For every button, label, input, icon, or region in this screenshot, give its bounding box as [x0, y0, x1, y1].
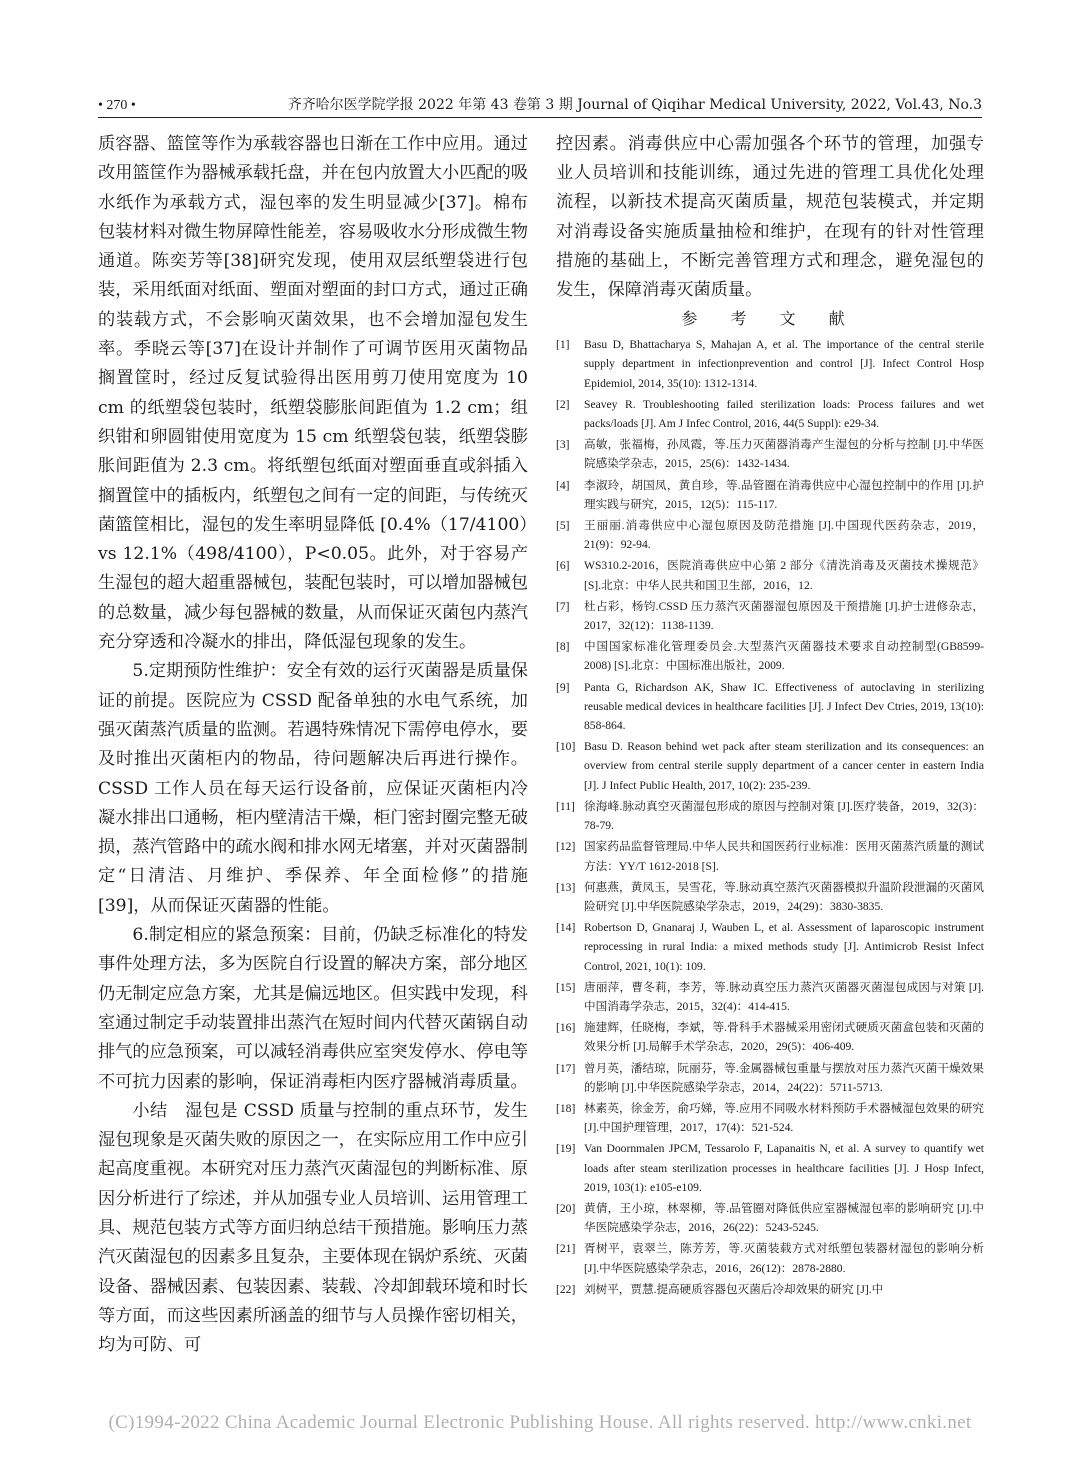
reference-item	[556, 797, 984, 835]
reference-item	[556, 516, 984, 554]
reference-text: 何惠燕，黄凤玉，吴雪花，等.脉动真空蒸汽灭菌器模拟升温阶段泄漏的灭菌风险研究 [J].中华医院感染学杂志，2019，24(29)：3830-3835.	[584, 880, 984, 913]
reference-item	[556, 1239, 984, 1277]
reference-item	[556, 978, 984, 1016]
body-paragraph: 质容器、篮筐等作为承载容器也日渐在工作中应用。通过改用篮筐作为器械承载托盘，并在包内放置大小匹配的吸水纸作为承载方式，湿包率的发生明显减少[37]。棉布包装材料对微生物屏障性能差，容易吸收水分形成微生物通道。陈奕芳等[38]研究发现，使用双层纸塑袋进行包装，采用纸面对纸面、塑面对塑面的封口方式，通过正确的装载方式，不会影响灭菌效果，也不会增加湿包发生率。季晓云等[37]在设计并制作了可调节医用灭菌物品搁置筐时，经过反复试验得出医用剪刀使用宽度为 10 cm 的纸塑袋包装时，纸塑袋膨胀间距值为 1.2 cm；组织钳和卵圆钳使用宽度为 15 cm 纸塑袋包装，纸塑袋膨胀间距值为 2.3 cm。将纸塑包纸面对塑面垂直或斜插入搁置筐中的插板内，纸塑包之间有一定的间距，与传统灭菌篮筐相比，湿包的发生率明显降低 [0.4%（17/4100）vs 12.1%（498/4100），P<0.05。此外，对于容易产生湿包的超大超重器械包，装配包装时，可以增加器械包的总数量，减少每包器械的数量，从而保证灭菌包内蒸汽充分穿透和冷凝水的排出，降低湿包现象的发生。	[98, 134, 528, 653]
reference-item	[556, 918, 984, 976]
reference-number: [1]	[556, 338, 570, 352]
reference-text: 曾月英，潘结琼，阮丽芬，等.金属器械包重量与摆放对压力蒸汽灭菌干燥效果的影响 [J].中华医院感染学杂志，2014，24(22)：5711-5713.	[584, 1061, 984, 1094]
reference-item	[556, 1099, 984, 1137]
page-number: • 270 •	[98, 98, 136, 113]
reference-number: [5]	[556, 519, 570, 533]
body-paragraph: 5.定期预防性维护：安全有效的运行灭菌器是质量保证的前提。医院应为 CSSD 配备单独的水电气系统，加强灭菌蒸汽质量的监测。若遇特殊情况下需停电停水，要及时推出灭菌柜内的物品，待问题解决后再进行操作。CSSD 工作人员在每天运行设备前，应保证灭菌柜内冷凝水排出口通畅，柜内壁清洁干燥，柜门密封圈完整无破损，蒸汽管路中的疏水阀和排水网无堵塞，并对灭菌器制定“日清洁、月维护、季保养、年全面检修”的措施[39]，从而保证灭菌器的性能。	[98, 661, 528, 916]
reference-text: Robertson D, Gnanaraj J, Wauben L, et al. Assessment of laparoscopic instrument reprocessing in rural India: a mixed methods study [J]. Antimicrob Resist Infect Control, 2021, 10(1): 109.	[584, 921, 984, 973]
reference-text: 林素英，徐金芳，俞巧娣，等.应用不同吸水材料预防手术器械湿包效果的研究 [J].中国护理管理，2017，17(4)：521-524.	[584, 1101, 984, 1135]
reference-text: Basu D. Reason behind wet pack after steam sterilization and its consequences: an overview from central sterile supply department of a cancer center in eastern India [J]. J Infect Public Health, 2017, 10(2): 235-239.	[584, 740, 984, 792]
reference-text: 黄倩，王小琼，林翠柳，等.品管圈对降低供应室器械湿包率的影响研究 [J].中华医院感染学杂志，2016，26(22)：5243-5245.	[584, 1201, 984, 1235]
reference-text: 高敏，张福梅，孙凤霞，等.压力灭菌器消毒产生湿包的分析与控制 [J].中华医院感染学杂志，2015，25(6)：1432-1434.	[584, 438, 984, 471]
reference-number: [22]	[556, 1282, 576, 1296]
summary-paragraph: 小结 湿包是 CSSD 质量与控制的重点环节，发生湿包现象是灭菌失败的原因之一，在实际应用工作中应引起高度重视。本研究对压力蒸汽灭菌湿包的判断标准、原因分析进行了综述，并从加强专业人员培训、运用管理工具、规范包装方式等方面归纳总结干预措施。影响压力蒸汽灭菌湿包的因素多且复杂，主要体现在锅炉系统、灭菌设备、器械因素、包装因素、装载、冷却卸载环境和时长等方面，而这些因素所涵盖的细节与人员操作密切相关，均为可防、可	[98, 1100, 528, 1356]
reference-number: [8]	[556, 640, 570, 654]
reference-item	[556, 878, 984, 916]
reference-number: [17]	[556, 1061, 576, 1075]
body-paragraph: 6.制定相应的紧急预案：目前，仍缺乏标准化的特发事件处理方法，多为医院自行设置的解决方案，部分地区仍无制定应急方案，尤其是偏远地区。但实践中发现，科室通过制定手动装置排出蒸汽在短时间内代替灭菌锅自动排气的应急预案，可以减轻消毒供应室突发停水、停电等不可抗力因素的影响，保证消毒柜内医疗器械消毒质量。	[98, 925, 528, 1092]
reference-number: [6]	[556, 559, 570, 573]
reference-item	[556, 395, 984, 433]
reference-number: [3]	[556, 438, 570, 452]
reference-item	[556, 476, 984, 514]
reference-item	[556, 335, 984, 393]
reference-item	[556, 1199, 984, 1237]
reference-text: 徐海峰.脉动真空灭菌湿包形成的原因与控制对策 [J].医疗装备，2019，32(3)：78-79.	[584, 799, 984, 833]
page-header	[98, 88, 982, 118]
reference-item	[556, 1059, 984, 1097]
reference-text: 唐丽萍，曹冬莉，李芳，等.脉动真空压力蒸汽灭菌器灭菌湿包成因与对策 [J].中国消毒学杂志，2015，32(4)：414-415.	[584, 980, 984, 1013]
reference-text: 李淑玲，胡国凤，黄自珍，等.品管圈在消毒供应中心湿包控制中的作用 [J].护理实践与研究，2015，12(5)：115-117.	[584, 478, 984, 511]
reference-text: Van Doornmalen JPCM, Tessarolo F, Lapanaitis N, et al. A survey to quantify wet loads after steam sterilization processes in healthcare facilities [J]. J Hosp Infect, 2019, 103(1): e105-e109.	[584, 1142, 984, 1194]
right-column	[556, 130, 984, 1374]
reference-number: [16]	[556, 1021, 576, 1035]
reference-number: [11]	[556, 799, 575, 813]
reference-number: [14]	[556, 921, 576, 935]
reference-text: 王丽丽.消毒供应中心湿包原因及防范措施 [J].中国现代医药杂志，2019，21(9)：92-94.	[584, 519, 984, 552]
reference-item	[556, 1018, 984, 1056]
reference-number: [12]	[556, 840, 576, 854]
reference-number: [19]	[556, 1142, 576, 1156]
reference-number: [18]	[556, 1101, 576, 1115]
reference-item	[556, 435, 984, 473]
left-column	[98, 130, 528, 1374]
reference-item	[556, 678, 984, 736]
journal-running-title: 齐齐哈尔医学院学报 2022 年第 43 卷第 3 期 Journal of Qiqihar Medical University, 2022, Vol.43, No.3	[287, 97, 982, 113]
reference-item	[556, 1139, 984, 1197]
reference-text: Panta G, Richardson AK, Shaw IC. Effectiveness of autoclaving in sterilizing reusable medical devices in healthcare facilities [J]. J Infect Dev Ctries, 2019, 13(10): 858-864.	[584, 680, 984, 733]
reference-number: [10]	[556, 740, 576, 754]
reference-text: Basu D, Bhattacharya S, Mahajan A, et al. The importance of the central sterile supply department in infectionprevention and control [J]. Infect Control Hosp Epidemiol, 2014, 35(10): 1312-1314.	[584, 338, 984, 390]
reference-item	[556, 597, 984, 635]
reference-text: Seavey R. Troubleshooting failed sterilization loads: Process failures and wet packs/loads [J]. Am J Infec Control, 2016, 44(5 Suppl): e29-34.	[584, 397, 984, 431]
reference-text: 中国国家标准化管理委员会.大型蒸汽灭菌器技术要求自动控制型(GB8599-2008) [S].北京：中国标准出版社，2009.	[584, 640, 984, 673]
reference-text: 施建辉，任晓梅，李斌，等.骨科手术器械采用密闭式硬质灭菌盒包装和灭菌的效果分析 [J].局解手术学杂志，2020，29(5)：406-409.	[584, 1021, 984, 1054]
reference-text: 杜占彩，杨钧.CSSD 压力蒸汽灭菌器湿包原因及干预措施 [J].护士进修杂志，2017，32(12)：1138-1139.	[584, 599, 984, 633]
reference-number: [15]	[556, 980, 576, 994]
reference-text: 国家药品监督管理局.中华人民共和国医药行业标准：医用灭菌蒸汽质量的测试方法：YY/T 1612-2018 [S].	[584, 840, 984, 873]
reference-text: 胥树平，袁翠兰，陈芳芳，等.灭菌装载方式对纸塑包装器材湿包的影响分析 [J].中华医院感染学杂志，2016，26(12)：2878-2880.	[584, 1242, 984, 1275]
reference-number: [13]	[556, 880, 576, 894]
reference-number: [2]	[556, 397, 570, 411]
copyright-footer: (C)1994-2022 China Academic Journal Electronic Publishing House. All rights reserved. http://www.cnki.net	[108, 1412, 972, 1433]
reference-item	[556, 1280, 984, 1299]
reference-number: [21]	[556, 1242, 576, 1256]
reference-number: [4]	[556, 478, 570, 492]
reference-item	[556, 737, 984, 795]
reference-item	[556, 637, 984, 675]
body-paragraph: 控因素。消毒供应中心需加强各个环节的管理，加强专业人员培训和技能训练，通过先进的管理工具优化处理流程，以新技术提高灭菌质量，规范包装模式，并定期对消毒设备实施质量抽检和维护，在现有的针对性管理措施的基础上，不断完善管理方式和理念，避免湿包的发生，保障消毒灭菌质量。	[556, 134, 984, 301]
reference-text: 刘树平，贾慧.提高硬质容器包灭菌后冷却效果的研究 [J].中	[584, 1282, 884, 1296]
reference-item	[556, 837, 984, 875]
reference-list	[556, 335, 984, 1299]
reference-number: [9]	[556, 680, 570, 694]
reference-text: WS310.2-2016，医院消毒供应中心第 2 部分《清洗消毒及灭菌技术操规范》[S].北京：中华人民共和国卫生部，2016，12.	[584, 559, 984, 592]
reference-number: [20]	[556, 1201, 576, 1215]
references-heading: 参 考 文 献	[681, 309, 859, 329]
reference-item	[556, 556, 984, 594]
reference-number: [7]	[556, 599, 570, 613]
